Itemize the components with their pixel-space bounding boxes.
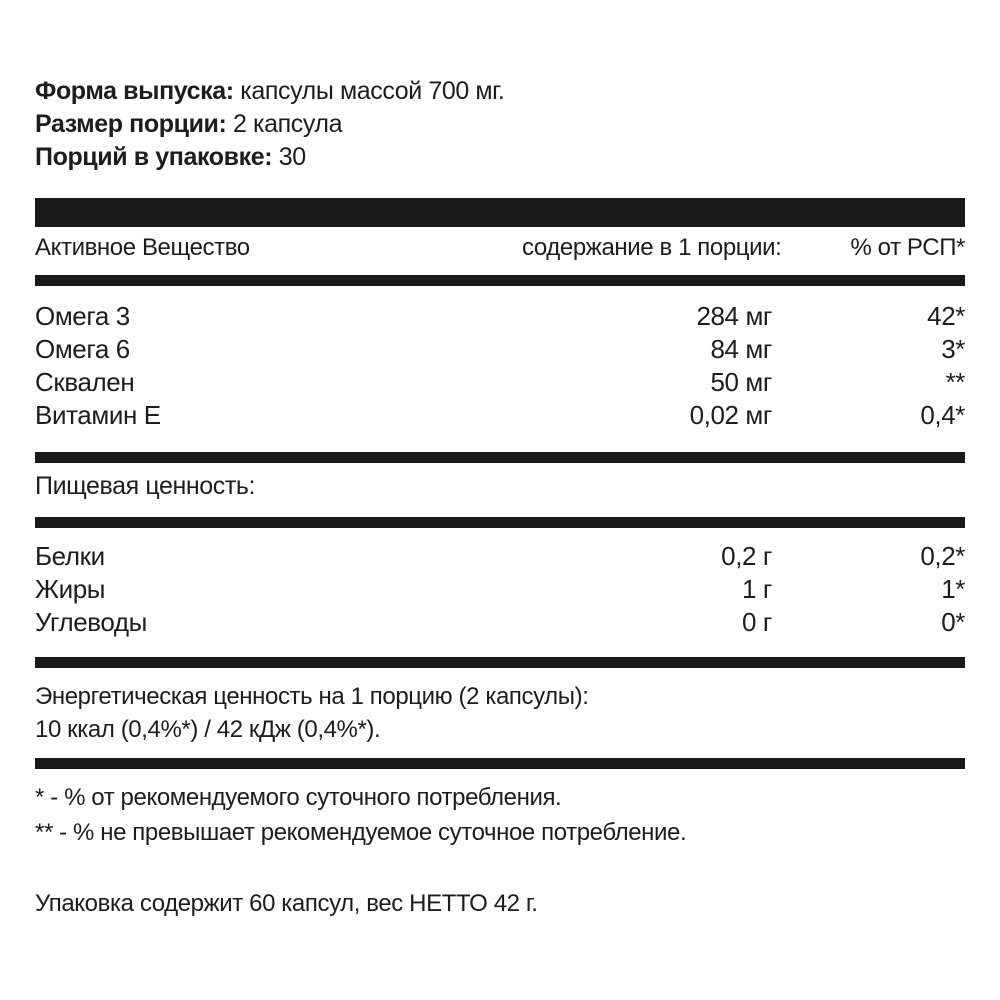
- package-note: Упаковка содержит 60 капсул, вес НЕТТО 42 г.: [35, 890, 538, 917]
- divider-bar-thin-1: [35, 275, 965, 286]
- divider-bar-thin-5: [35, 758, 965, 769]
- info-value: 30: [278, 143, 306, 171]
- info-label: Размер порции:: [35, 110, 227, 138]
- nutrition-section-title: Пищевая ценность:: [35, 472, 256, 500]
- active-table-body: [35, 300, 965, 432]
- ingredient-name: Витамин Е: [35, 400, 161, 430]
- ingredient-amount: 84 мг: [710, 334, 772, 364]
- divider-bar-thick-top: [35, 198, 965, 227]
- column-header-amount: содержание в 1 порции:: [522, 233, 782, 261]
- info-value: 2 капсула: [233, 110, 343, 138]
- product-info-block: [35, 75, 965, 174]
- nutrient-name: Жиры: [35, 574, 106, 604]
- table-row: [35, 540, 965, 573]
- product-info-line-servings-per-pack: [35, 141, 965, 174]
- divider-bar-thin-3: [35, 517, 965, 528]
- ingredient-name: Сквален: [35, 367, 135, 397]
- label-content: [35, 0, 965, 1000]
- nutrient-amount: 0 г: [742, 607, 772, 637]
- table-row: [35, 573, 965, 606]
- divider-bar-thin-2: [35, 452, 965, 463]
- nutrient-amount: 1 г: [742, 574, 772, 604]
- table-row: [35, 300, 965, 333]
- ingredient-pct: **: [945, 367, 965, 397]
- nutrient-pct: 1*: [941, 574, 965, 604]
- product-info-line-form: [35, 75, 965, 108]
- nutrient-name: Белки: [35, 541, 105, 571]
- table-row: [35, 366, 965, 399]
- nutrition-table-body: [35, 540, 965, 639]
- footnote-double-asterisk: ** - % не превышает рекомендуемое суточное потребление.: [35, 819, 687, 846]
- active-table-header: [35, 231, 965, 264]
- nutrient-amount: 0,2 г: [721, 541, 772, 571]
- table-row: [35, 399, 965, 432]
- footnotes-block: [35, 780, 965, 850]
- column-header-pct: % от РСП*: [850, 233, 965, 261]
- ingredient-amount: 50 мг: [710, 367, 772, 397]
- info-value: капсулы массой 700 мг.: [240, 77, 505, 105]
- nutrient-pct: 0*: [941, 607, 965, 637]
- table-row: [35, 606, 965, 639]
- ingredient-pct: 0,4*: [920, 400, 965, 430]
- divider-bar-thin-4: [35, 657, 965, 668]
- info-label: Порций в упаковке:: [35, 143, 273, 171]
- table-row: [35, 333, 965, 366]
- footnote-single-asterisk: * - % от рекомендуемого суточного потребления.: [35, 784, 562, 811]
- energy-line-2: 10 ккал (0,4%*) / 42 кДж (0,4%*).: [35, 716, 381, 743]
- column-header-name: Активное Вещество: [35, 233, 250, 261]
- energy-block: [35, 680, 965, 746]
- ingredient-name: Омега 6: [35, 334, 130, 364]
- ingredient-amount: 284 мг: [696, 301, 772, 331]
- ingredient-name: Омега 3: [35, 301, 130, 331]
- nutrient-pct: 0,2*: [920, 541, 965, 571]
- info-label: Форма выпуска:: [35, 77, 234, 105]
- nutrient-name: Углеводы: [35, 607, 147, 637]
- energy-line-1: Энергетическая ценность на 1 порцию (2 капсулы):: [35, 683, 589, 710]
- ingredient-pct: 3*: [941, 334, 965, 364]
- ingredient-amount: 0,02 мг: [689, 400, 772, 430]
- ingredient-pct: 42*: [927, 301, 965, 331]
- product-info-line-serving-size: [35, 108, 965, 141]
